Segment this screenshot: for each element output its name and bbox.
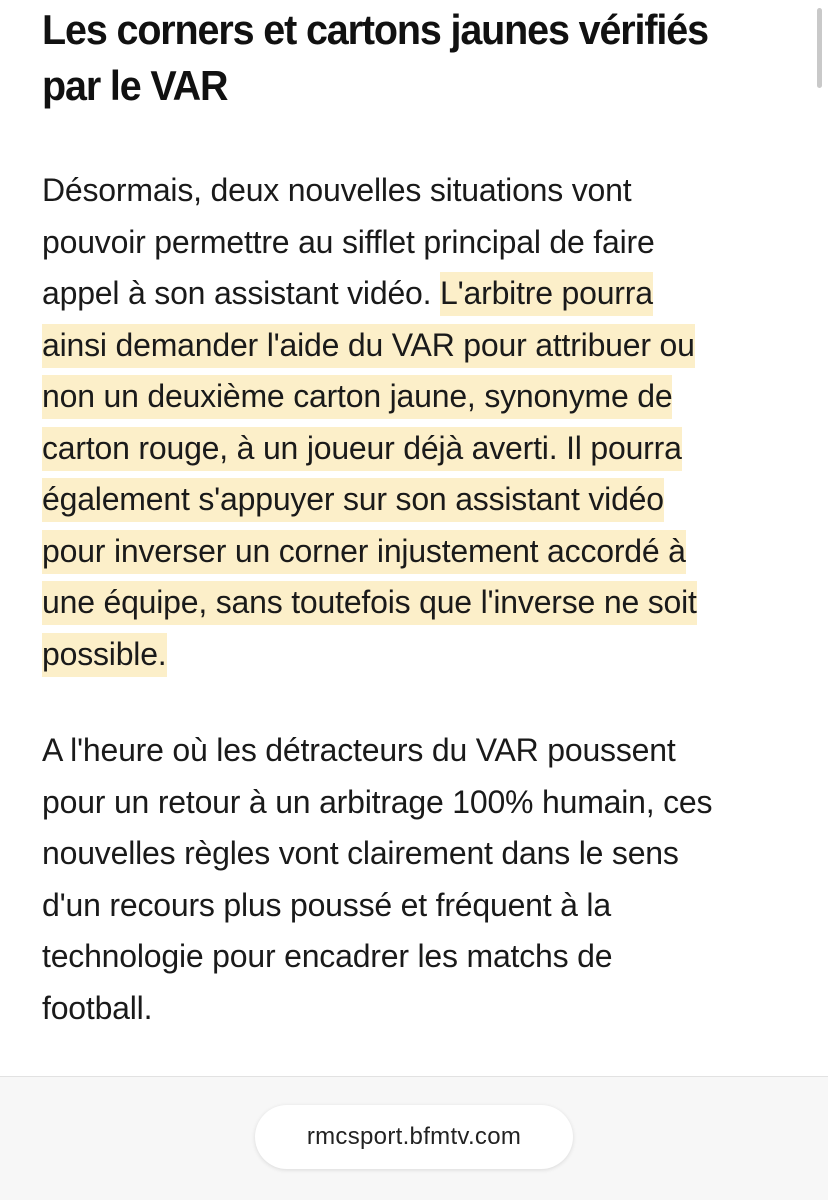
paragraph-highlighted [42,165,697,680]
highlighted-text[interactable]: ainsi demander l'aide du VAR pour attribuer ou [42,324,695,368]
paragraph-line [42,268,697,320]
article [42,0,812,1026]
paragraph-line: football. [42,989,153,1026]
paragraph-line: nouvelles règles vont clairement dans le sens [42,835,679,871]
paragraph-line [42,320,697,372]
paragraph-line: technologie pour encadrer les matchs de [42,938,613,974]
plain-text: appel à son assistant vidéo. [42,275,441,311]
highlighted-text[interactable]: possible. [42,633,167,677]
address-bar[interactable] [255,1105,573,1169]
paragraph-line: d'un recours plus poussé et fréquent à la [42,886,611,923]
highlighted-text[interactable]: non un deuxième carton jaune, synonyme de [42,375,672,419]
scrollbar[interactable] [817,8,822,88]
paragraph-line [42,526,697,578]
paragraph-line [42,371,697,423]
plain-text: Désormais, deux nouvelles situations vont [42,172,632,208]
paragraph-line [42,423,697,475]
paragraph-line [42,165,697,217]
highlighted-text[interactable]: une équipe, sans toutefois que l'inverse ne soit [42,581,697,625]
paragraph-line [42,629,697,681]
paragraph-line [42,577,697,629]
heading-line: par le VAR [42,62,228,109]
highlighted-text[interactable]: également s'appuyer sur son assistant vidéo [42,478,664,522]
paragraph-line: A l'heure où les détracteurs du VAR poussent [42,732,676,768]
paragraph-line: pour un retour à un arbitrage 100% humain, ces [42,783,713,820]
url-text: rmcsport.bfmtv.com [306,1123,522,1150]
plain-text: pouvoir permettre au sifflet principal de faire [42,223,655,260]
highlighted-text[interactable]: carton rouge, à un joueur déjà averti. Il pourra [42,427,682,471]
highlighted-text[interactable]: pour inverser un corner injustement accordé à [42,530,686,574]
heading-line: Les corners et cartons jaunes vérifiés [42,6,708,53]
article-heading [42,0,766,114]
paragraph-line [42,474,697,526]
paragraph-conclusion [42,725,712,1034]
paragraph-line [42,217,697,269]
highlighted-text[interactable]: L'arbitre pourra [440,272,653,316]
browser-bottom-bar [0,1076,828,1200]
